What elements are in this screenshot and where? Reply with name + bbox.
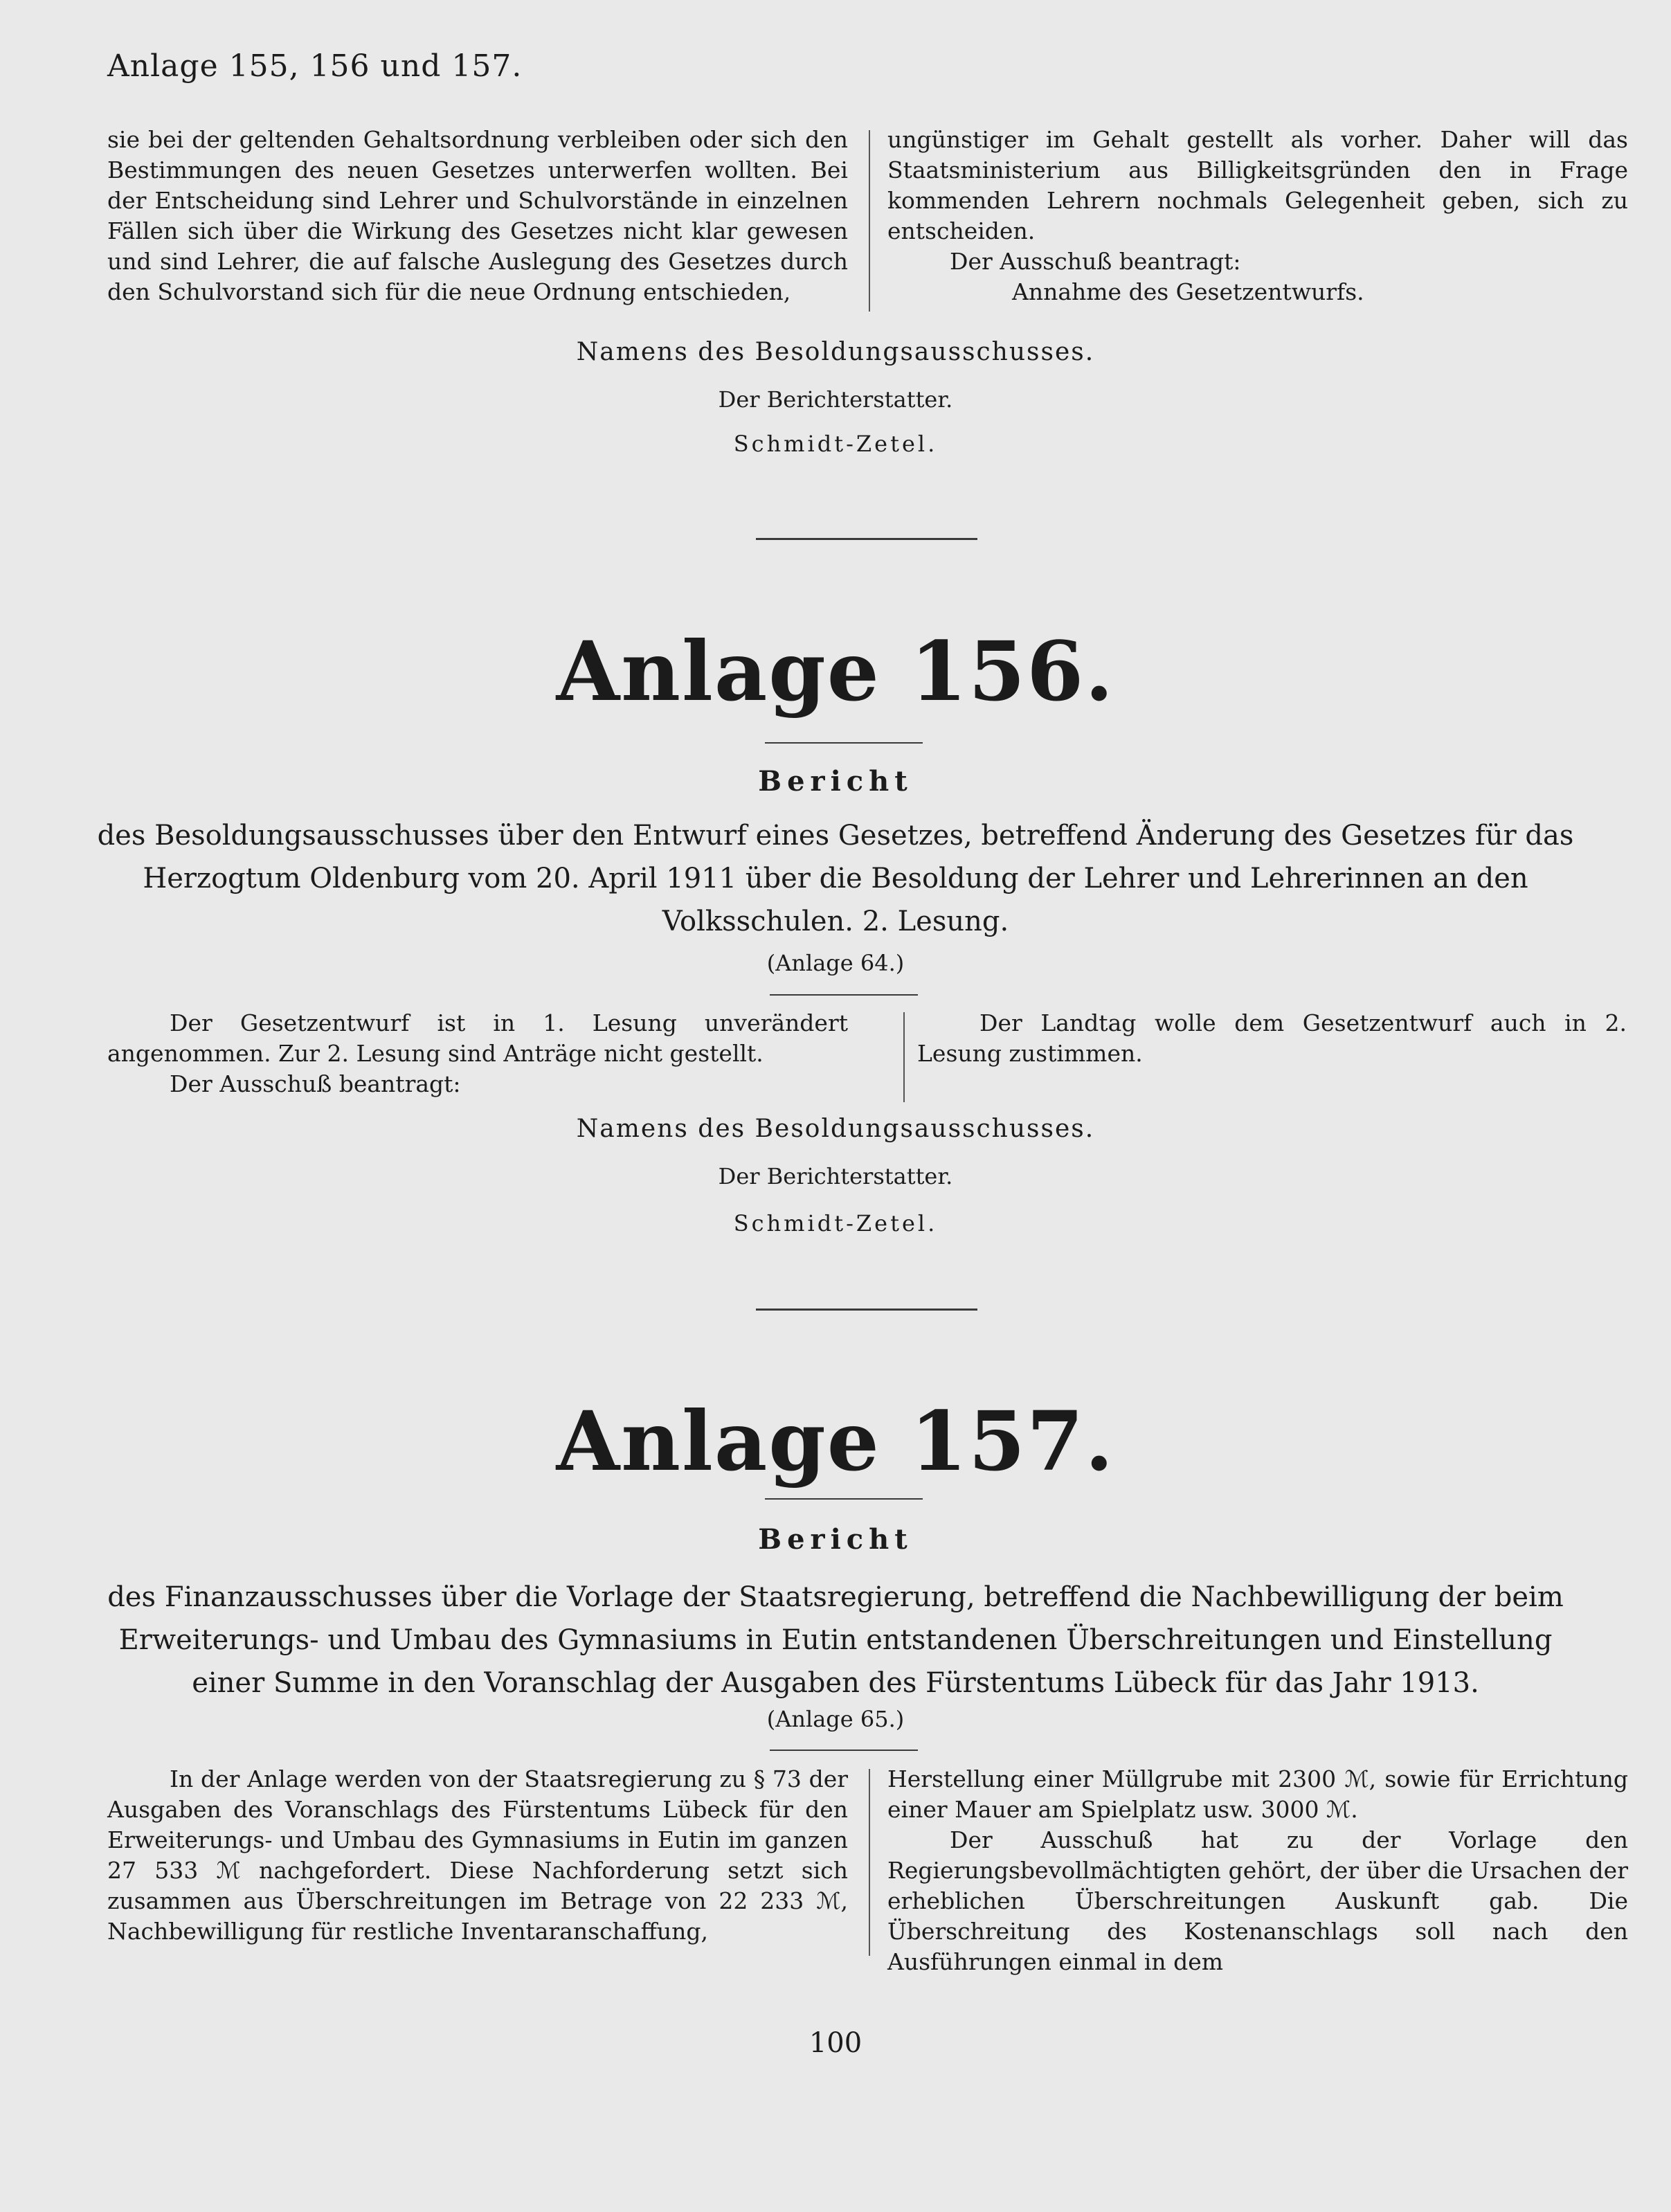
a157-bericht: Bericht (758, 1523, 913, 1556)
a155-left-column (107, 125, 848, 307)
a157-desc-line2: Erweiterungs- und Umbau des Gymnasiums in Eutin entstandenen Überschreitungen und Einstellung (118, 1624, 1553, 1656)
page-number: 100 (809, 2027, 862, 2059)
a156-title: Anlage 156. (556, 623, 1115, 719)
column-divider (869, 130, 870, 312)
a155-motion: Der Ausschuß beantragt: (950, 248, 1241, 275)
a157-left-column (107, 1764, 848, 1947)
a156-sig-committee: Namens des Besoldungsausschusses. (576, 1115, 1095, 1143)
a157-ref: (Anlage 65.) (766, 1706, 905, 1732)
a155-right-column (887, 125, 1628, 307)
a156-left-column (107, 1008, 848, 1099)
a156-description (0, 814, 1671, 943)
a156-desc-line2: Herzogtum Oldenburg vom 20. April 1911 über die Besoldung der Lehrer und Lehrerinnen an den (143, 863, 1528, 894)
a156-desc-line1: des Besoldungsausschusses über den Entwurf eines Gesetzes, betreffend Änderung des Gesetzes für das (97, 820, 1574, 852)
ref-rule (770, 994, 918, 996)
section-rule (756, 538, 977, 540)
column-divider (903, 1012, 905, 1102)
a156-sig-name: Schmidt-Zetel. (733, 1210, 938, 1237)
a156-sig-role: Der Berichterstatter. (718, 1163, 953, 1189)
a156-right-column (917, 1008, 1627, 1069)
a156-motion: Der Ausschuß beantragt: (170, 1070, 461, 1097)
title-rule (765, 1498, 923, 1500)
a156-right-text: Der Landtag wolle dem Gesetzentwurf auch in 2. Lesung zustimmen. (917, 1009, 1627, 1067)
a156-ref: (Anlage 64.) (766, 950, 905, 976)
section-rule (756, 1309, 977, 1311)
a155-left-text: sie bei der geltenden Gehaltsordnung verbleiben oder sich den Bestimmungen des neuen Gesetzes unterwerfen wollten. Bei der Entscheidung sind Lehrer und Schulvorstände in einzelnen Fällen sich über die Wirkung des Gesetzes nicht klar gewesen und sind Lehrer, die auf falsche Auslegung des Gesetzes durch den Schulvorstand sich für die neue Ordnung entschieden, (107, 126, 848, 305)
a157-description (0, 1576, 1671, 1705)
ref-rule (770, 1750, 918, 1751)
a157-title: Anlage 157. (556, 1393, 1115, 1489)
a155-sig-name: Schmidt-Zetel. (733, 431, 938, 457)
a157-right-text1: Herstellung einer Müllgrube mit 2300 ℳ, sowie für Errichtung einer Mauer am Spielplatz usw. 3000 ℳ. (887, 1765, 1628, 1823)
a155-sig-role: Der Berichterstatter. (718, 386, 953, 413)
a155-right-text: ungünstiger im Gehalt gestellt als vorher. Daher will das Staatsministerium aus Billigkeitsgründen den in Frage kommenden Lehrern nochmals Gelegenheit geben, sich zu entscheiden. (887, 126, 1628, 244)
a157-left-text: In der Anlage werden von der Staatsregierung zu § 73 der Ausgaben des Voranschlags des Fürstentums Lübeck für den Erweiterungs- und Umbau des Gymnasiums in Eutin im ganzen 27 533 ℳ nachgefordert. Diese Nachforderung setzt sich zusammen aus Überschreitungen im Betrage von 22 233 ℳ, Nachbewilligung für restliche Inventaranschaffung, (107, 1765, 848, 1945)
a156-left-text: Der Gesetzentwurf ist in 1. Lesung unverändert angenommen. Zur 2. Lesung sind Anträge nicht gestellt. (107, 1009, 848, 1067)
title-rule (765, 742, 923, 744)
a156-bericht: Bericht (758, 765, 913, 798)
a157-right-column (887, 1764, 1628, 1977)
running-header: Anlage 155, 156 und 157. (107, 48, 523, 84)
a156-desc-line3: Volksschulen. 2. Lesung. (662, 906, 1009, 937)
column-divider (869, 1769, 870, 1956)
a157-desc-line3: einer Summe in den Voranschlag der Ausgaben des Fürstentums Lübeck für das Jahr 1913. (192, 1667, 1479, 1699)
a155-sig-committee: Namens des Besoldungsausschusses. (576, 338, 1095, 366)
a155-motion-text: Annahme des Gesetzentwurfs. (1012, 278, 1364, 305)
a157-desc-line1: des Finanzausschusses über die Vorlage der Staatsregierung, betreffend die Nachbewilligung der beim (107, 1581, 1564, 1613)
a157-right-text2: Der Ausschuß hat zu der Vorlage den Regierungsbevollmächtigten gehört, der über die Ursachen der erheblichen Überschreitungen Auskunft gab. Die Überschreitung des Kostenanschlags soll nach den Ausführungen einmal in dem (887, 1826, 1628, 1975)
